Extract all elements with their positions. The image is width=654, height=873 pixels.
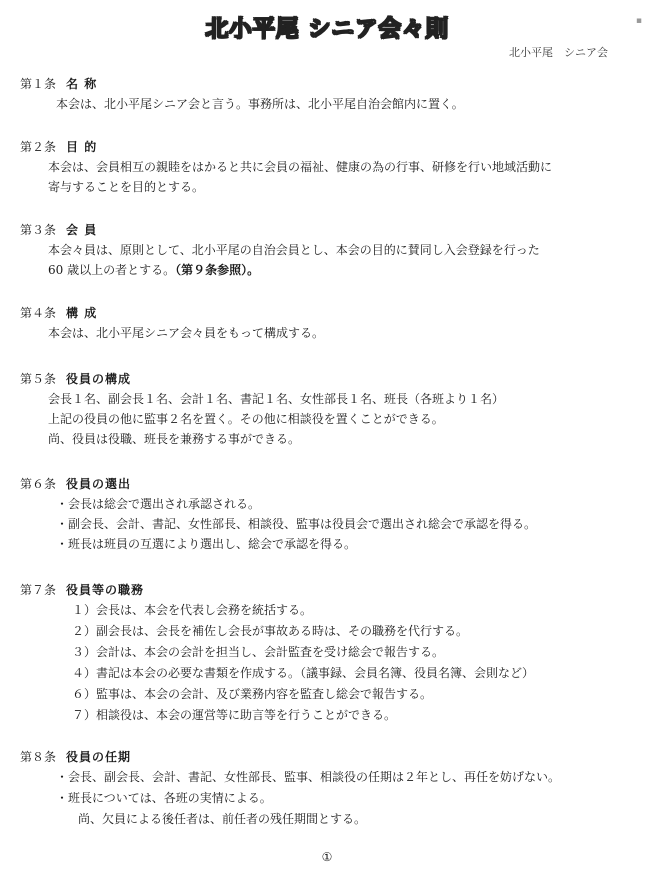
article-title: 名 称: [66, 77, 98, 91]
article-8: [20, 747, 640, 830]
article-line: ４）書記は本会の必要な書類を作成する。（議事録、会員名簿、役員名簿、会則など）: [72, 666, 535, 680]
article-number: 第５条: [20, 372, 57, 386]
article-2: [20, 137, 640, 197]
article-number: 第６条: [20, 477, 57, 491]
article-line: ３）会計は、本会の会計を担当し、会計監査を受け総会で報告する。: [72, 645, 445, 659]
article-line: [20, 260, 640, 280]
article-line: ・副会長、会計、書記、女性部長、相談役、監事は役員会で選出され総会で承認を得る。: [56, 517, 537, 531]
article-line: ・会長、副会長、会計、書記、女性部長、監事、相談役の任期は２年とし、再任を妨げない。: [56, 770, 561, 784]
article-heading: [20, 474, 640, 494]
article-line: ・班長は班員の互選により選出し、総会で承認を得る。: [56, 537, 357, 551]
article-line: 本会は、会員相互の親睦をはかると共に会員の福祉、健康の為の行事、研修を行い地域活動に: [48, 160, 553, 174]
article-title: 役員の選出: [66, 477, 132, 491]
article-number: 第１条: [20, 77, 57, 91]
article-reference: （第９条参照）。: [175, 263, 260, 277]
article-6: [20, 474, 640, 554]
article-line: 尚、役員は役職、班長を兼務する事ができる。: [48, 432, 301, 446]
article-line: ・班長については、各班の実情による。: [56, 791, 272, 805]
article-title: 目 的: [66, 140, 98, 154]
article-heading: [20, 220, 640, 240]
article-heading: [20, 74, 640, 94]
article-4: [20, 303, 640, 343]
article-7: [20, 580, 640, 726]
article-3: [20, 220, 640, 280]
article-heading: [20, 369, 640, 389]
corner-mark: ▪: [635, 16, 642, 26]
article-title: 役員等の職務: [66, 583, 145, 597]
article-title: 役員の任期: [66, 750, 132, 764]
article-line: 会長１名、副会長１名、会計１名、書記１名、女性部長１名、班長（各班より１名）: [48, 392, 505, 406]
article-heading: [20, 747, 640, 767]
article-number: 第３条: [20, 223, 57, 237]
article-heading: [20, 580, 640, 600]
article-heading: [20, 137, 640, 157]
article-line: ７）相談役は、本会の運営等に助言等を行うことができる。: [72, 708, 397, 722]
article-title: 役員の構成: [66, 372, 132, 386]
article-title: 構 成: [66, 306, 98, 320]
article-line: 寄与することを目的とする。: [48, 180, 205, 194]
article-line: 尚、欠員による後任者は、前任者の残任期間とする。: [78, 812, 367, 826]
document-author: 北小平尾 シニア会: [509, 46, 608, 59]
article-line: １）会長は、本会を代表し会務を統括する。: [72, 603, 313, 617]
article-number: 第２条: [20, 140, 57, 154]
article-line: 本会は、北小平尾シニア会と言う。事務所は、北小平尾自治会館内に置く。: [56, 97, 464, 111]
article-line: 本会々員は、原則として、北小平尾の自治会員とし、本会の目的に賛同し入会登録を行った: [48, 243, 540, 257]
article-heading: [20, 303, 640, 323]
article-number: 第７条: [20, 583, 57, 597]
article-line: 上記の役員の他に監事２名を置く。その他に相談役を置くことができる。: [48, 412, 444, 426]
article-line: ・会長は総会で選出され承認される。: [56, 497, 261, 511]
article-line-text: 60 歳以上の者とする。: [48, 263, 176, 277]
article-number: 第８条: [20, 750, 57, 764]
article-line: ６）監事は、本会の会計、及び業務内容を監査し総会で報告する。: [72, 687, 433, 701]
article-title: 会 員: [66, 223, 98, 237]
article-5: [20, 369, 640, 449]
document-title: 北小平尾 シニア会々則: [205, 16, 449, 42]
page-number: ①: [321, 850, 333, 864]
article-1: [20, 74, 640, 114]
article-line: 本会は、北小平尾シニア会々員をもって構成する。: [48, 326, 325, 340]
article-line: ２）副会長は、会長を補佐し会長が事故ある時は、その職務を代行する。: [72, 624, 469, 638]
article-number: 第４条: [20, 306, 57, 320]
